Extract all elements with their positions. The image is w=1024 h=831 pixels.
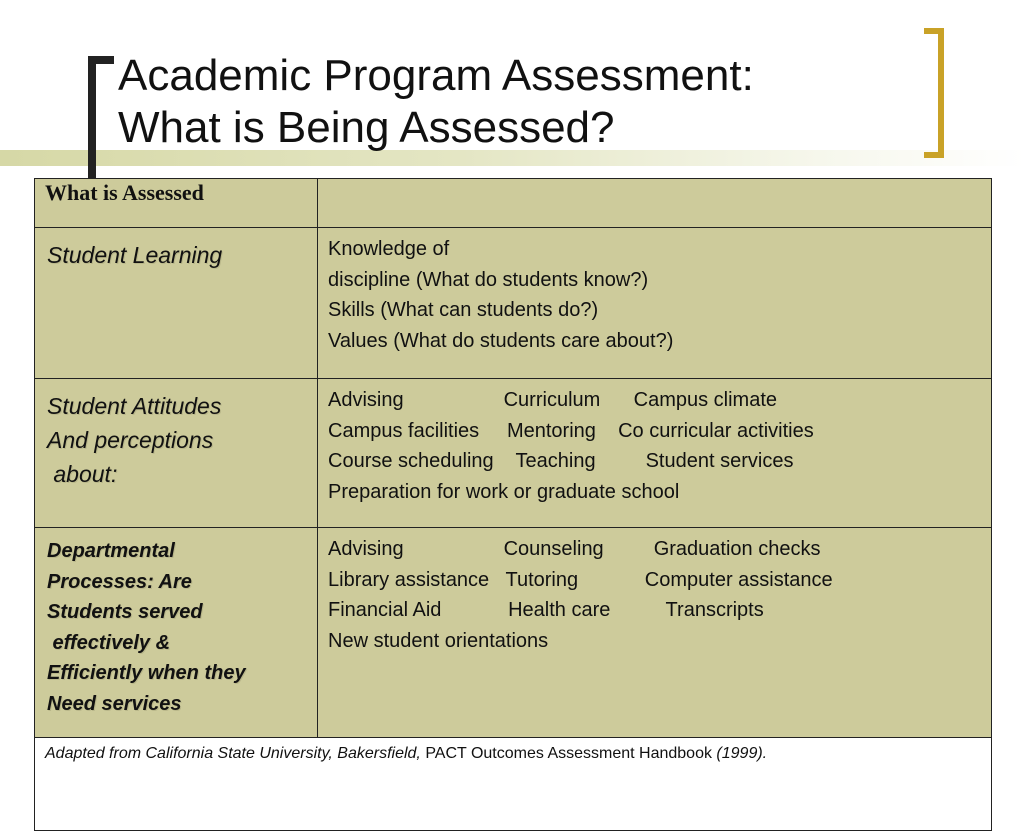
row-label-line: Student Attitudes — [47, 393, 222, 419]
row-content-student-attitudes — [318, 379, 992, 528]
content-line: Library assistance Tutoring Computer assistance — [328, 568, 833, 591]
content-line: Campus facilities Mentoring Co curricular activities — [328, 419, 814, 442]
header-value-cell — [318, 179, 992, 228]
content-line: Advising Curriculum Campus climate — [328, 389, 778, 411]
footnote-prefix: Adapted from California State University, Bakersfield, — [45, 745, 421, 762]
row-label-line: effectively & — [47, 631, 171, 654]
row-label-line: Student Learning — [47, 242, 223, 268]
table-row — [35, 228, 992, 379]
row-label-line: Students served — [47, 601, 203, 623]
row-label-student-learning — [35, 228, 318, 379]
row-label-line: Efficiently when they — [47, 662, 246, 684]
row-label-line: And perceptions — [47, 427, 214, 453]
table-row — [35, 379, 992, 528]
content-line: Preparation for work or graduate school — [328, 480, 680, 503]
content-line: Skills (What can students do?) — [328, 299, 599, 321]
footnote-cell — [35, 738, 992, 831]
footnote-year: (1999). — [716, 745, 768, 762]
row-label-departmental-processes — [35, 528, 318, 738]
assessment-table — [34, 178, 992, 831]
slide-title — [118, 50, 754, 154]
row-content-departmental-processes — [318, 528, 992, 738]
content-line: Advising Counseling Graduation checks — [328, 538, 821, 560]
content-line: discipline (What do students know?) — [328, 268, 649, 291]
right-bracket-decoration — [924, 28, 944, 158]
content-line: Course scheduling Teaching Student services — [328, 450, 794, 472]
title-line-2: What is Being Assessed? — [118, 103, 615, 152]
table-row — [35, 528, 992, 738]
row-label-line: Departmental — [47, 540, 175, 562]
row-label-line: Processes: Are — [47, 570, 192, 593]
header-label-cell: What is Assessed — [35, 179, 318, 228]
footnote-source: PACT Outcomes Assessment Handbook — [420, 745, 717, 762]
title-line-1: Academic Program Assessment: — [118, 51, 754, 100]
table-header-row — [35, 179, 992, 228]
row-label-student-attitudes — [35, 379, 318, 528]
row-label-line: about: — [47, 461, 118, 487]
content-line: Financial Aid Health care Transcripts — [328, 599, 764, 621]
footnote-row — [35, 738, 992, 831]
content-line: Values (What do students care about?) — [328, 329, 674, 352]
content-line: Knowledge of — [328, 238, 450, 260]
row-content-student-learning — [318, 228, 992, 379]
row-label-line: Need services — [47, 692, 182, 715]
content-line: New student orientations — [328, 629, 549, 652]
